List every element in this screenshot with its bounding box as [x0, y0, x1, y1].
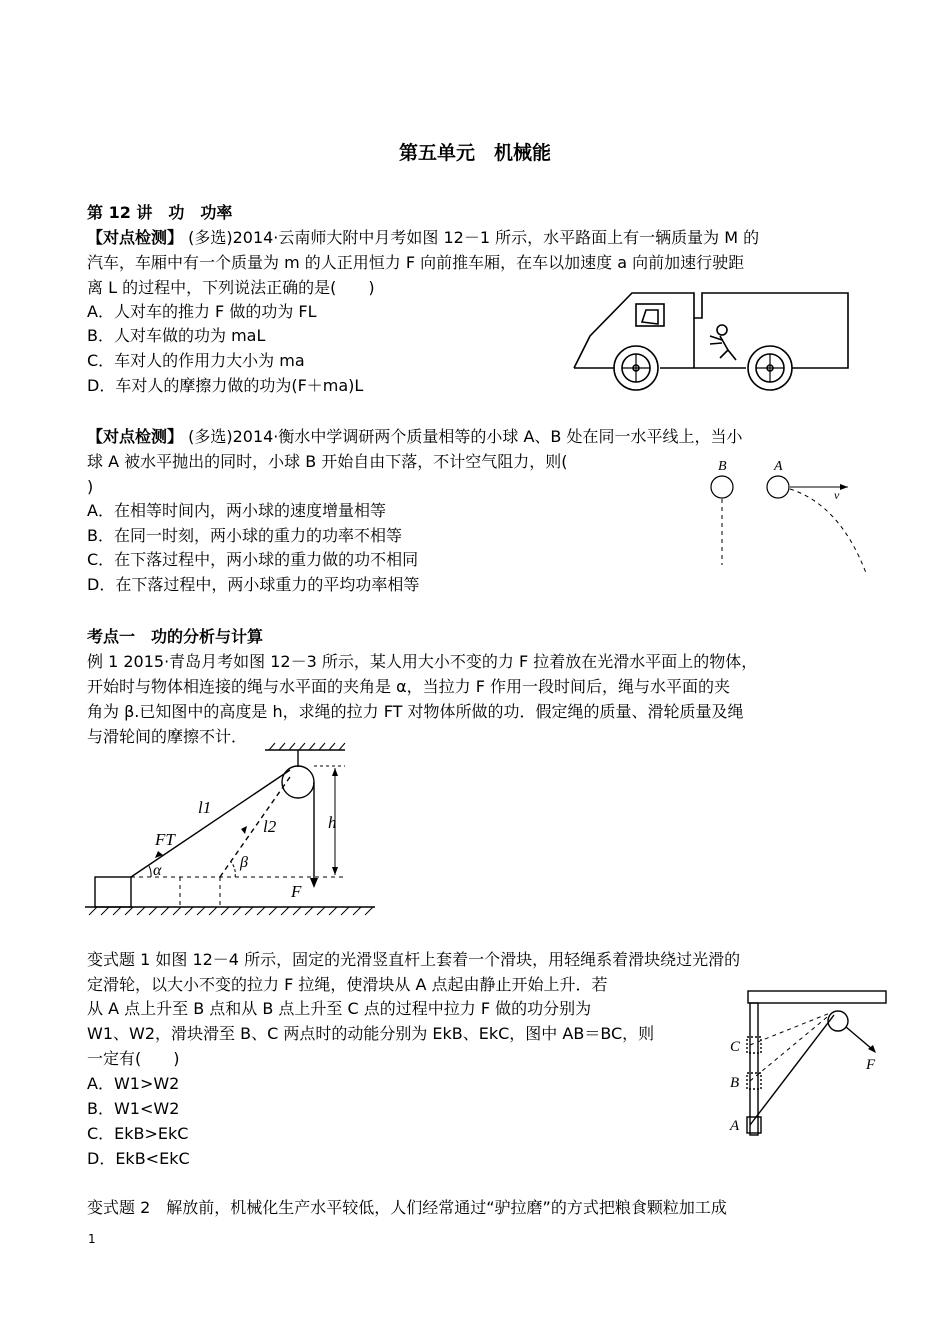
q1-option-a: A．人对车的推力 F 做的功为 FL	[87, 302, 317, 321]
q2-line-2: 球 A 被水平抛出的同时，小球 B 开始自由下落，不计空气阻力，则(	[87, 452, 568, 471]
q1-option-c: C．车对人的作用力大小为 ma	[87, 351, 305, 370]
label-ft: FT	[155, 830, 175, 849]
label-b: B	[730, 1075, 740, 1091]
q2-line-1	[87, 425, 743, 449]
rod-slider-figure	[722, 985, 890, 1145]
slider-c	[747, 1037, 761, 1053]
block	[95, 877, 131, 907]
q2-option-c: C．在下落过程中，两小球的重力做的功不相同	[87, 550, 419, 569]
ball-b	[711, 476, 733, 498]
label-l2: l2	[263, 817, 277, 836]
pulley-figure	[85, 742, 380, 917]
projectile-figure	[700, 455, 875, 580]
ball-a	[767, 476, 789, 498]
label-a: A	[730, 1118, 740, 1134]
q1-line-2: 汽车，车厢中有一个质量为 m 的人正用恒力 F 向前推车厢，在车以加速度 a 向前加速行驶距	[87, 253, 745, 272]
truck-figure	[570, 288, 855, 400]
q2-option-a: A．在相等时间内，两小球的速度增量相等	[87, 501, 386, 520]
q3-option-c: C．EkB>EkC	[87, 1124, 189, 1143]
force-arrow	[310, 878, 318, 888]
rope-f	[846, 1027, 872, 1049]
q3-line-5: 一定有( )	[87, 1049, 180, 1068]
q1-option-b: B．人对车做的功为 maL	[87, 326, 266, 345]
rope-l2	[220, 777, 290, 877]
q3-option-d: D．EkB<EkC	[87, 1149, 190, 1168]
q2-line-3: )	[87, 477, 94, 496]
label-alpha: α	[153, 862, 162, 879]
q1-tag: 【对点检测】	[87, 228, 184, 247]
label-h: h	[328, 813, 337, 832]
person-pushing	[710, 325, 736, 360]
slider-b	[747, 1073, 761, 1089]
q2-text-1: (多选)2014·衡水中学调研两个质量相等的小球 A、B 处在同一水平线上，当小	[183, 427, 743, 446]
q4-line-1: 变式题 2 解放前，机械化生产水平较低，人们经常通过“驴拉磨”的方式把粮食颗粒加工成	[87, 1198, 727, 1217]
label-b: B	[718, 459, 727, 474]
pulley	[282, 766, 314, 798]
q2-option-b: B．在同一时刻，两小球的重力的功率不相等	[87, 526, 402, 545]
label-beta: β	[240, 854, 248, 871]
label-f: F	[291, 882, 302, 901]
projectile-path	[790, 489, 866, 573]
page-title: 第五单元 机械能	[398, 142, 551, 164]
label-c: C	[730, 1039, 741, 1055]
q1-option-d: D．车对人的摩擦力做的功为(F＋ma)L	[87, 376, 364, 395]
example-line-2: 开始时与物体相连接的绳与水平面的夹角是 α，当拉力 F 作用一段时间后，绳与水平面的夹	[87, 677, 731, 696]
label-a: A	[774, 459, 783, 474]
example-line-4: 与滑轮间的摩擦不计．	[87, 727, 248, 746]
q1-line-1	[87, 226, 759, 250]
example-line-3: 角为 β.已知图中的高度是 h，求绳的拉力 FT 对物体所做的功．假定绳的质量、滑轮质量及绳	[87, 702, 744, 721]
q2-option-d: D．在下落过程中，两小球重力的平均功率相等	[87, 575, 420, 594]
q2-tag: 【对点检测】	[87, 427, 184, 446]
q3-line-2: 定滑轮，以大小不变的拉力 F 拉绳，使滑块从 A 点起由静止开始上升．若	[87, 975, 608, 994]
lecture-heading: 第 12 讲 功 功率	[87, 203, 233, 222]
q3-option-a: A．W1>W2	[87, 1074, 180, 1093]
q3-line-3: 从 A 点上升至 B 点和从 B 点上升至 C 点的过程中拉力 F 做的功分别为	[87, 999, 592, 1018]
label-f: F	[866, 1057, 876, 1073]
top-beam	[748, 991, 886, 1003]
q1-line-3: 离 L 的过程中，下列说法正确的是( )	[87, 278, 375, 297]
section-heading: 考点一 功的分析与计算	[87, 627, 264, 646]
label-v: v	[834, 488, 840, 502]
q3-line-1: 变式题 1 如图 12－4 所示，固定的光滑竖直杆上套着一个滑块，用轻绳系着滑块绕过光滑的	[87, 950, 741, 969]
page-number: 1	[88, 1232, 96, 1246]
q3-line-4: W1、W2，滑块滑至 B、C 两点时的动能分别为 EkB、EkC，图中 AB＝BC，则	[87, 1024, 655, 1043]
example-line-1: 例 1 2015·青岛月考如图 12－3 所示，某人用大小不变的力 F 拉着放在光滑水平面上的物体，	[87, 652, 758, 671]
q3-option-b: B．W1<W2	[87, 1099, 180, 1118]
truck-body	[574, 293, 848, 368]
q1-text-1: (多选)2014·云南师大附中月考如图 12－1 所示，水平路面上有一辆质量为 M 的	[183, 228, 760, 247]
label-l1: l1	[198, 798, 212, 817]
